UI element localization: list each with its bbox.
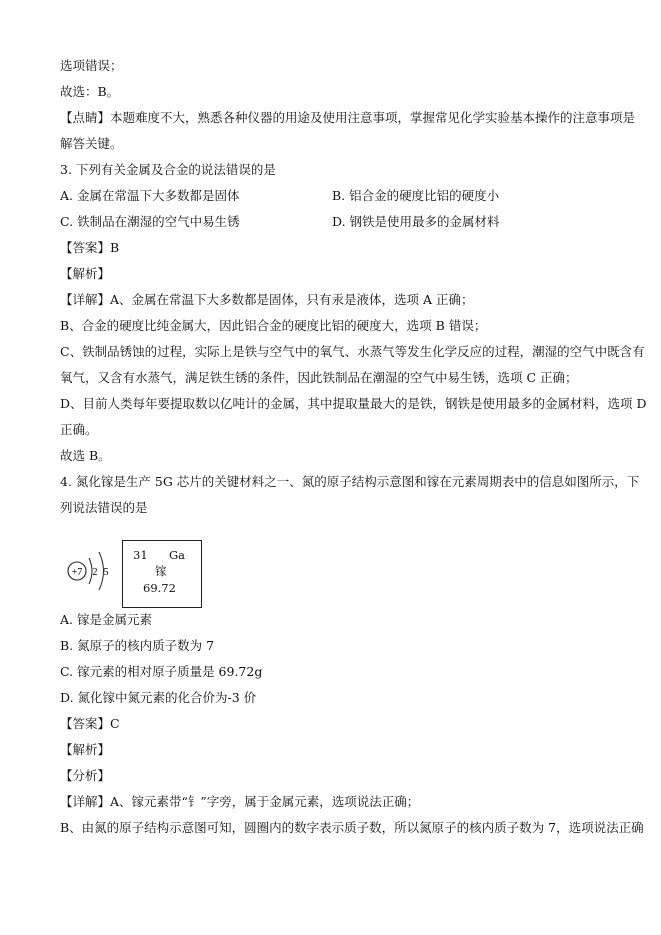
analysis-subheading: 【分析】: [60, 768, 111, 783]
question-3-stem: 3. 下列有关金属及合金的说法错误的是: [60, 162, 276, 177]
atomic-number: 31: [133, 548, 148, 562]
q3-option-a: A. 金属在常温下大多数都是固体: [60, 188, 240, 203]
text-line: 解答关键。: [60, 136, 123, 151]
q4-option-c: C. 镓元素的相对原子质量是 69.72g: [60, 664, 263, 679]
text-line: D、目前人类每年要提取数以亿吨计的金属，其中提取量最大的是铁，钢铁是使用最多的金属材料，选项 D: [60, 396, 647, 411]
text-line: 选项错误；: [60, 58, 123, 73]
analysis-label: 【解析】: [60, 266, 111, 281]
gallium-element-cell: [122, 540, 202, 608]
q4-option-a: A. 镓是金属元素: [60, 612, 152, 627]
text-line: 氧气，又含有水蒸气，满足铁生锈的条件，因此铁制品在潮湿的空气中易生锈，选项 C 正确；: [60, 370, 578, 385]
text-line: 列说法错误的是: [60, 500, 148, 515]
analysis-label: 【解析】: [60, 742, 111, 757]
text-line: B、由氮的原子结构示意图可知，圆圈内的数字表示质子数，所以氮原子的核内质子数为 7，选项说法正确: [60, 820, 644, 835]
note-line: 【点睛】本题难度不大，熟悉各种仪器的用途及使用注意事项，掌握常见化学实验基本操作的注意事项是: [60, 110, 636, 125]
q4-option-d: D. 氮化镓中氮元素的化合价为-3 价: [60, 690, 257, 705]
text-line: 故选：B。: [60, 84, 120, 99]
element-symbol: Ga: [169, 548, 186, 562]
text-line: C、铁制品锈蚀的过程，实际上是铁与空气中的氧气、水蒸气等发生化学反应的过程，潮湿的空气中既含有: [60, 344, 645, 359]
answer-label: 【答案】B: [60, 240, 120, 255]
text-line: B、合金的硬度比纯金属大，因此铝合金的硬度比铝的硬度大，选项 B 错误；: [60, 318, 487, 333]
element-name: 镓: [155, 564, 167, 578]
answer-label: 【答案】C: [60, 716, 120, 731]
text-line: 【详解】A、金属在常温下大多数都是固体，只有汞是液体，选项 A 正确；: [60, 292, 474, 307]
shell-2-electrons: 5: [103, 567, 109, 578]
atomic-mass: 69.72: [143, 581, 176, 595]
text-line: 正确。: [60, 422, 98, 437]
q3-option-c: C. 铁制品在潮湿的空气中易生锈: [60, 214, 240, 229]
shell-1-electrons: 2: [92, 567, 98, 578]
nucleus-charge: +7: [71, 567, 83, 578]
text-line: 故选 B。: [60, 448, 111, 463]
q3-option-d: D. 钢铁是使用最多的金属材料: [332, 214, 500, 229]
question-4-stem: 4. 氮化镓是生产 5G 芯片的关键材料之一、氮的原子结构示意图和镓在元素周期表中的信息如图所示，下: [60, 474, 640, 489]
q4-option-b: B. 氮原子的核内质子数为 7: [60, 638, 215, 653]
q3-option-b: B. 铝合金的硬度比铝的硬度小: [332, 188, 500, 203]
text-line: 【详解】A、镓元素带“钅”字旁，属于金属元素，选项说法正确；: [60, 794, 420, 809]
